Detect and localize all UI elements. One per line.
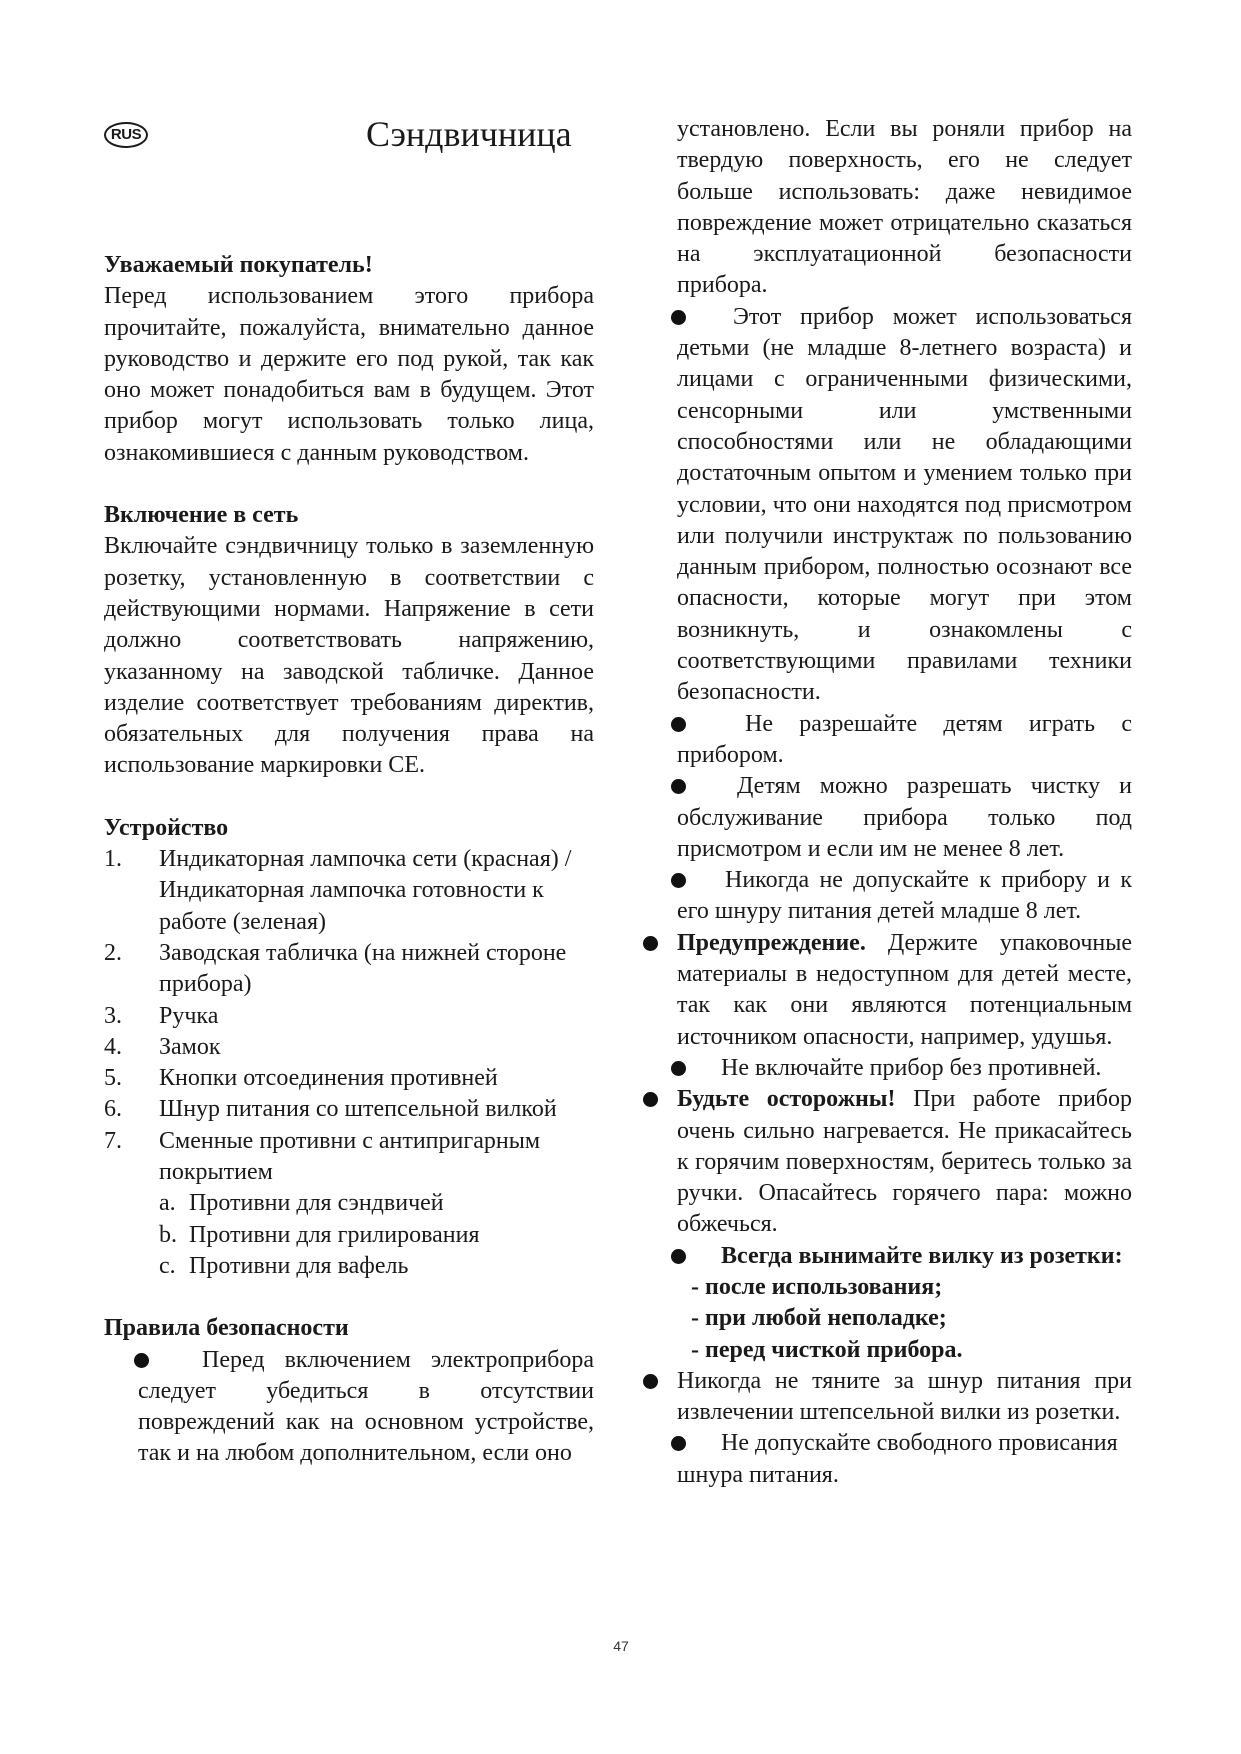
bullet-text: Не допускайте свободного провисания шнура питания. [677,1430,1118,1488]
bullet-text: Не разрешайте детям играть с прибором. [677,710,1132,768]
unplug-item: - перед чисткой прибора. [691,1336,963,1363]
device-parts-list [104,844,594,1282]
bullet-text: Перед включением электроприбора следует убедиться в отсутствии повреждений как на основном устройстве, так и на любом дополнительном, если оно [138,1346,594,1467]
page-number: 47 [613,1638,629,1654]
sublist-item: b. Противни для грилирования [159,1221,480,1248]
page-title: Сэндвичница [366,114,572,154]
bullet-icon [671,1061,686,1076]
list-item: 3. Ручка [104,1002,219,1029]
caution-bullet [677,1084,1132,1240]
power-paragraph: Включайте сэндвичницу только в заземленную розетку, установленную в соответствии с действующими нормами. Напряжение в сети должно соответствовать напряжению, указанному на заводской табличке. Данное изделие соответствует требованиям директив, обязательных для получения права на использование маркировки CE. [104,533,594,779]
bullet-text: Всегда вынимайте вилку из розетки: [721,1242,1123,1269]
baking-plates-sublist [159,1188,594,1282]
safety-bullet [677,709,1132,772]
list-item: 7. Сменные противни с антипригарным покрытием a. Противни для сэндвичей b. Противни для грилирования c. Противни для вафель [104,1126,594,1282]
bullet-text: Никогда не тяните за шнур питания при извлечении штепсельной вилки из розетки. [677,1367,1132,1426]
safety-bullet [677,865,1132,928]
safety-bullet [104,1345,594,1470]
bullet-text: Не включайте прибор без противней. [721,1054,1102,1081]
left-column [104,250,594,1470]
greeting-paragraph: Перед использованием этого прибора прочитайте, пожалуйста, внимательно данное руководство и держите его под рукой, так как оно может понадобиться вам в будущем. Этот прибор могут использовать только лица, ознакомившиеся с данным руководством. [104,283,594,466]
device-heading: Устройство [104,814,229,841]
warning-bullet [677,928,1132,1053]
bullet-text: Этот прибор может использоваться детьми (не младше 8-летнего возраста) и лицами с ограниченными физическими, сенсорными или умственными способностями или не обладающими достаточным опытом и умением только при условии, что они находятся под присмотром или получили инструктаж по пользованию данным прибором, полностью осознают все опасности, которые могут при этом возникнуть, и ознакомлены с соответствующими правилами техники безопасности. [677,303,1132,706]
unplug-item: - при любой неполадке; [691,1305,947,1332]
warning-label: Предупреждение. [677,929,866,956]
safety-bullet [677,771,1132,865]
safety-bullet [677,1366,1132,1429]
list-item: 5. Кнопки отсоединения противней [104,1065,498,1092]
safety-bullet [677,302,1132,709]
list-item: 6. Шнур питания со штепсельной вилкой [104,1096,557,1123]
bullet-text: Будьте осторожны! При работе прибор очень сильно нагревается. Не прикасайтесь к горячим поверхностям, беритесь только за ручки. Опасайтесь горячего пара: можно обжечься. [677,1086,1133,1238]
greeting-heading: Уважаемый покупатель! [104,252,373,278]
bullet-text: Никогда не допускайте к прибору и к его шнуру питания детей младше 8 лет. [677,867,1132,925]
power-heading: Включение в сеть [104,502,299,529]
bullet-icon [643,1092,658,1107]
unplug-item: - после использования; [691,1273,943,1300]
bullet-text: Предупреждение. Держите упаковочные материалы в недоступном для детей месте, так как они являются потенциальным источником опасности, например, удушья. [677,929,1133,1050]
sublist-item: c. Противни для вафель [159,1252,409,1279]
safety-bullet [677,1428,1132,1491]
bullet-icon [671,717,686,732]
bullet-icon [134,1353,149,1368]
continued-paragraph: установлено. Если вы роняли прибор на твердую поверхность, его не следует больше использовать: даже невидимое повреждение может отрицательно сказаться на эксплуатационной безопасности прибора. [677,116,1132,299]
bullet-icon [643,936,658,951]
bullet-icon [643,1374,658,1389]
language-badge: RUS [104,122,148,148]
sublist-item: a. Противни для сэндвичей [159,1190,444,1217]
caution-label: Будьте осторожны! [677,1086,896,1113]
bullet-text: Детям можно разрешать чистку и обслуживание прибора только под присмотром и если им не менее 8 лет. [677,773,1132,862]
safety-bullet [677,1053,1132,1084]
list-item: 2. Заводская табличка (на нижней стороне прибора) [104,939,567,998]
bullet-icon [671,310,686,325]
safety-heading: Правила безопасности [104,1315,349,1342]
bullet-icon [671,1249,686,1264]
unplug-bullet [677,1241,1132,1366]
list-item: 4. Замок [104,1033,221,1060]
right-column [677,114,1132,1491]
list-item: 1. Индикаторная лампочка сети (красная) / Индикаторная лампочка готовности к работе (зеленая) [104,846,572,935]
